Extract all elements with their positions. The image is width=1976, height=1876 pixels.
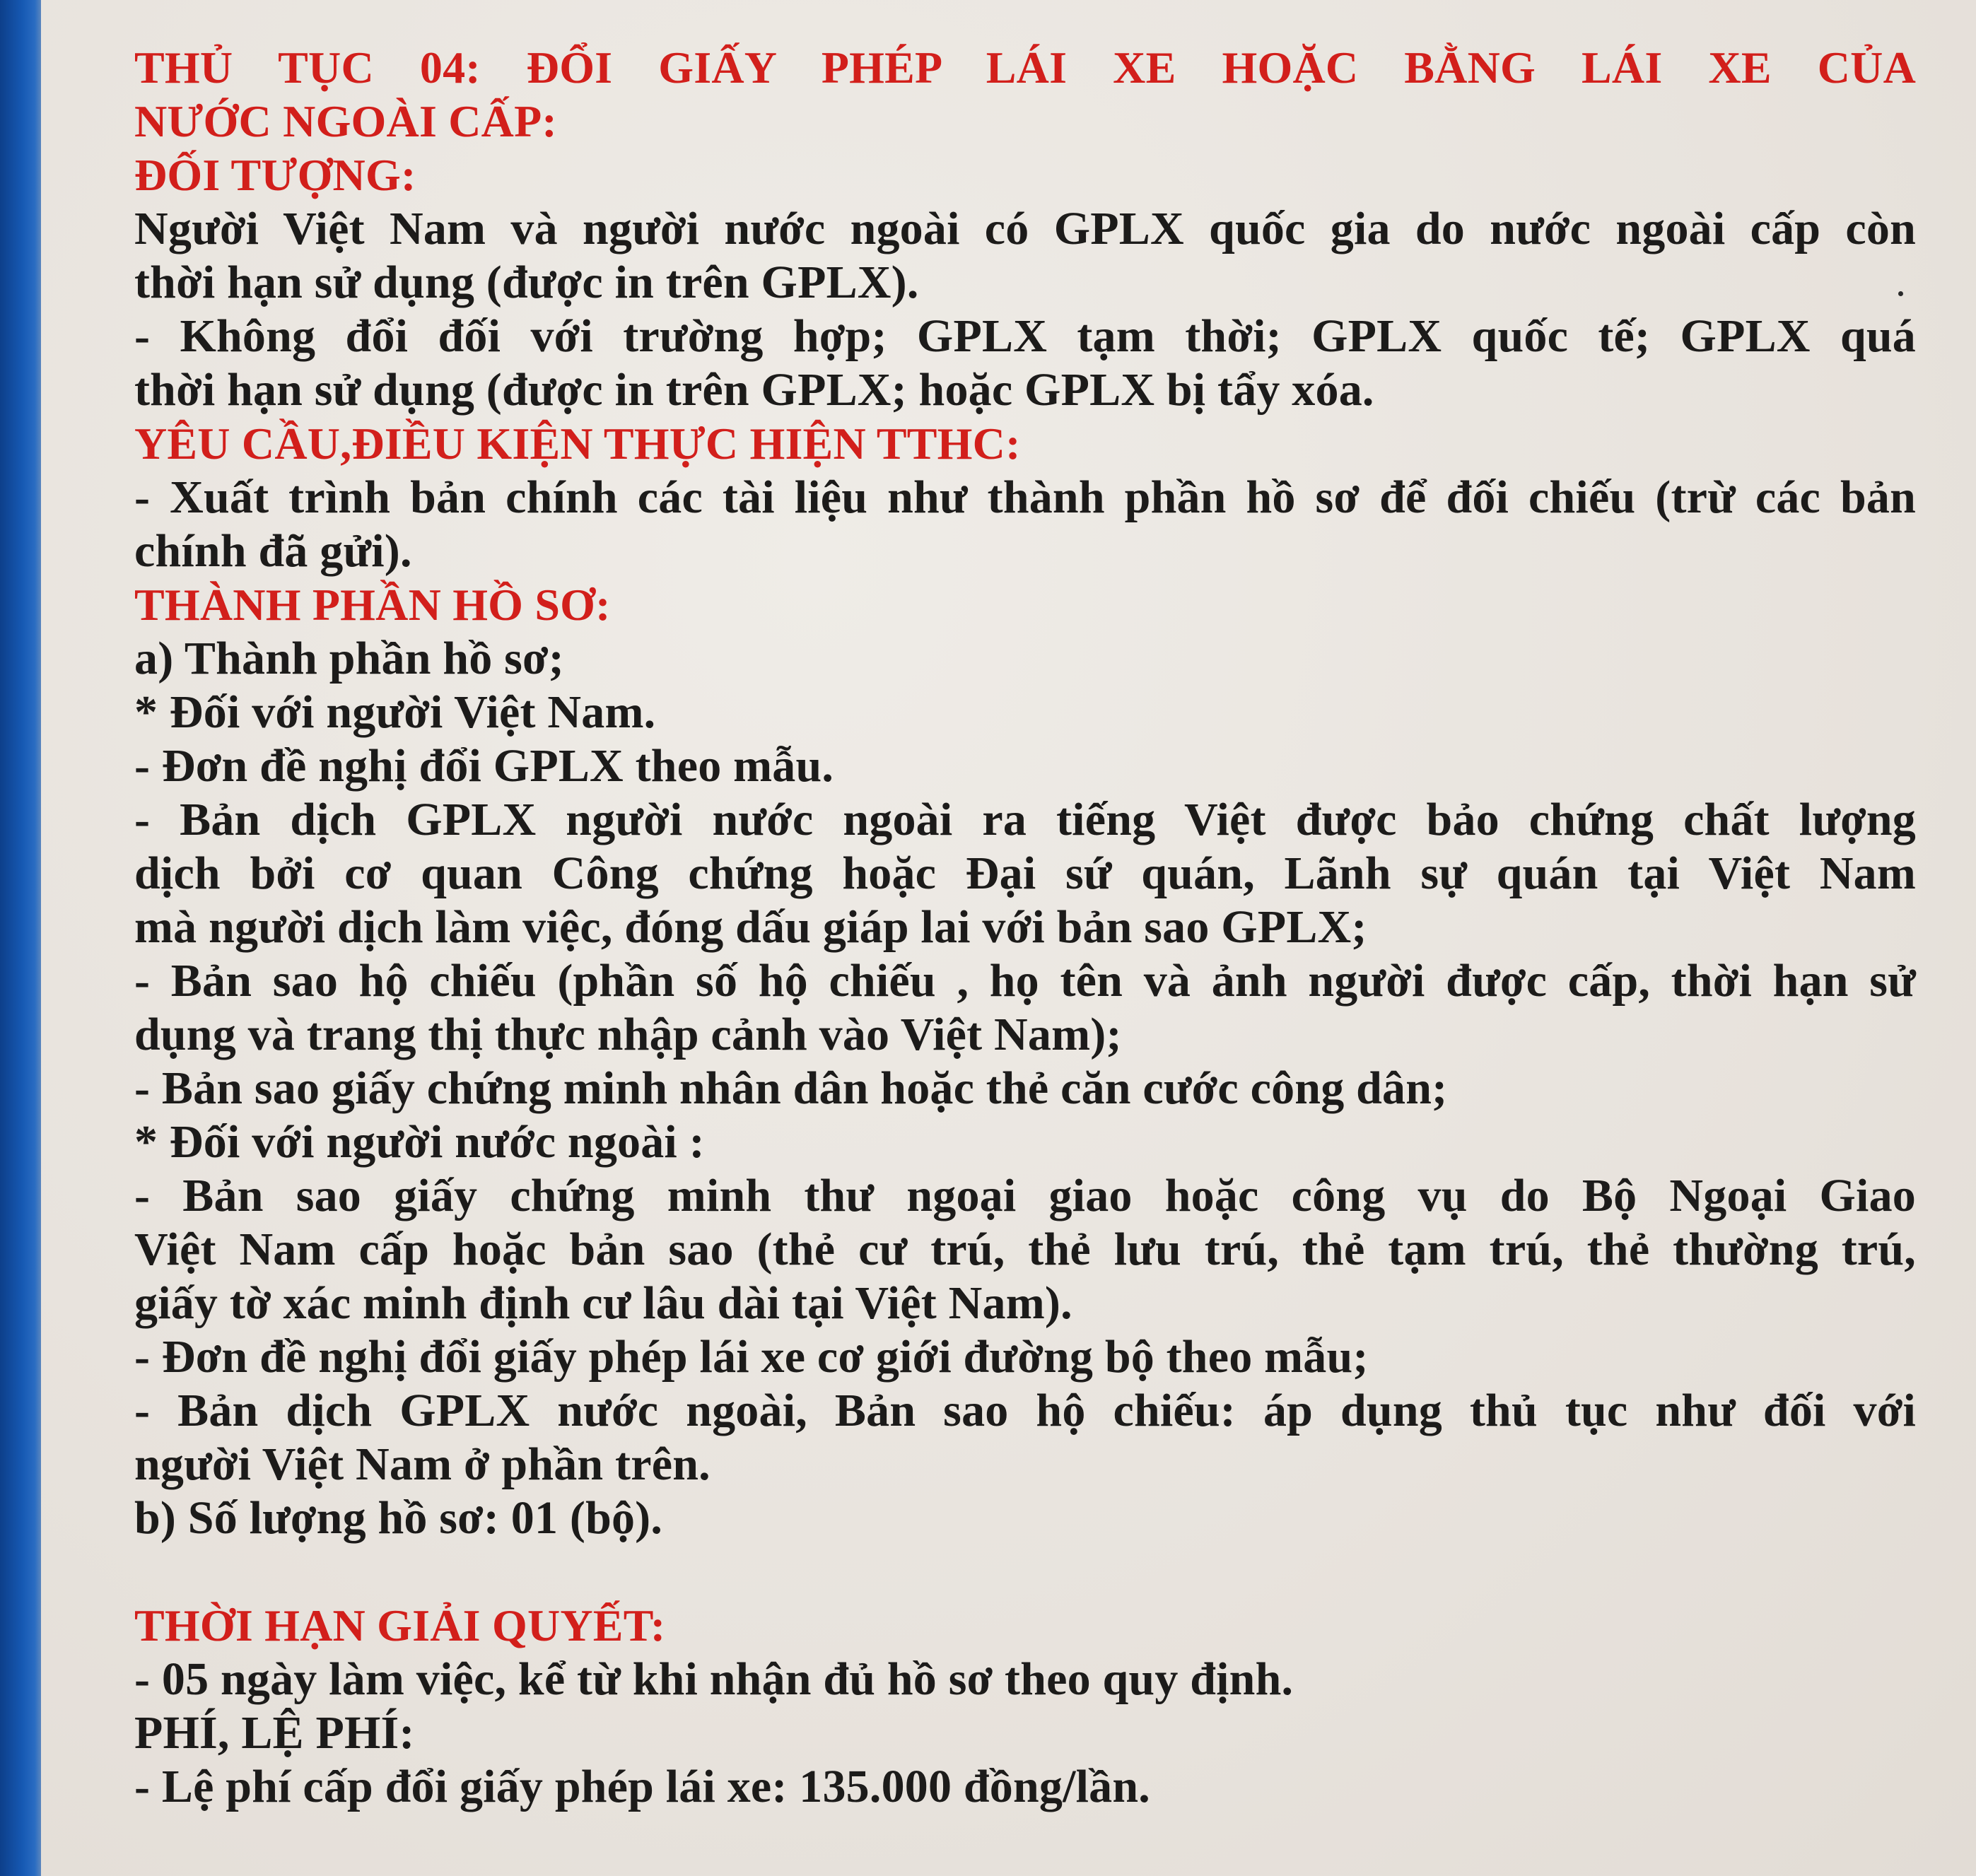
dossier-line: a) Thành phần hồ sơ; xyxy=(134,633,564,684)
dossier-line: b) Số lượng hồ sơ: 01 (bộ). xyxy=(134,1492,663,1544)
procedure-title-line-1: THỦ TỤC 04: ĐỔI GIẤY PHÉP LÁI XE HOẶC BẰNG LÁI XE CỦA xyxy=(134,42,1916,93)
dossier-line: mà người dịch làm việc, đóng dấu giáp lai với bản sao GPLX; xyxy=(134,901,1367,953)
dossier-line: - Bản dịch GPLX nước ngoài, Bản sao hộ chiếu: áp dụng thủ tục như đối với xyxy=(134,1385,1916,1436)
dossier-line: * Đối với người Việt Nam. xyxy=(134,686,656,738)
dossier-line: - Bản sao hộ chiếu (phần số hộ chiếu , họ tên và ảnh người được cấp, thời hạn sử xyxy=(134,955,1916,1007)
dossier-line: người Việt Nam ở phần trên. xyxy=(134,1438,711,1490)
deadline-line: - 05 ngày làm việc, kể từ khi nhận đủ hồ sơ theo quy định. xyxy=(134,1653,1294,1705)
procedure-title-line-2: NƯỚC NGOÀI CẤP: xyxy=(134,96,557,146)
requirements-line: chính đã gửi). xyxy=(134,525,412,577)
subjects-line: Người Việt Nam và người nước ngoài có GPLX quốc gia do nước ngoài cấp còn xyxy=(134,203,1916,254)
dossier-line: - Đơn đề nghị đổi GPLX theo mẫu. xyxy=(134,740,834,792)
subjects-line: thời hạn sử dụng (được in trên GPLX; hoặc GPLX bị tẩy xóa. xyxy=(134,364,1374,416)
subjects-line: thời hạn sử dụng (được in trên GPLX). xyxy=(134,257,919,308)
requirements-heading: YÊU CẦU,ĐIỀU KIỆN THỰC HIỆN TTHC: xyxy=(134,418,1021,469)
dossier-line: - Bản dịch GPLX người nước ngoài ra tiếng Việt được bảo chứng chất lượng xyxy=(134,794,1916,845)
deadline-heading: THỜI HẠN GIẢI QUYẾT: xyxy=(134,1600,666,1651)
dossier-heading: THÀNH PHẦN HỒ SƠ: xyxy=(134,580,611,630)
dossier-line: Việt Nam cấp hoặc bản sao (thẻ cư trú, thẻ lưu trú, thẻ tạm trú, thẻ thường trú, xyxy=(134,1224,1916,1275)
requirements-line: - Xuất trình bản chính các tài liệu như thành phần hồ sơ để đối chiếu (trừ các bản xyxy=(134,471,1916,523)
document-body xyxy=(134,41,1916,1814)
dossier-line: * Đối với người nước ngoài : xyxy=(134,1116,705,1168)
fees-heading: PHÍ, LỆ PHÍ: xyxy=(134,1707,415,1759)
dossier-line: giấy tờ xác minh định cư lâu dài tại Việt Nam). xyxy=(134,1277,1072,1329)
dossier-line: - Đơn đề nghị đổi giấy phép lái xe cơ giới đường bộ theo mẫu; xyxy=(134,1331,1369,1383)
dossier-line: - Bản sao giấy chứng minh thư ngoại giao hoặc công vụ do Bộ Ngoại Giao xyxy=(134,1170,1916,1221)
subjects-heading: ĐỐI TƯỢNG: xyxy=(134,150,416,200)
fees-line: - Lệ phí cấp đổi giấy phép lái xe: 135.000 đồng/lần. xyxy=(134,1761,1150,1812)
dossier-line: - Bản sao giấy chứng minh nhân dân hoặc thẻ căn cước công dân; xyxy=(134,1062,1448,1114)
section-spacer xyxy=(134,1545,1916,1599)
subjects-line: - Không đổi đối với trường hợp; GPLX tạm thời; GPLX quốc tế; GPLX quá xyxy=(134,310,1916,362)
blue-binding-strip xyxy=(0,0,41,1876)
dossier-line: dịch bởi cơ quan Công chứng hoặc Đại sứ quán, Lãnh sự quán tại Việt Nam xyxy=(134,848,1916,899)
dossier-line: dụng và trang thị thực nhập cảnh vào Việt Nam); xyxy=(134,1009,1122,1060)
